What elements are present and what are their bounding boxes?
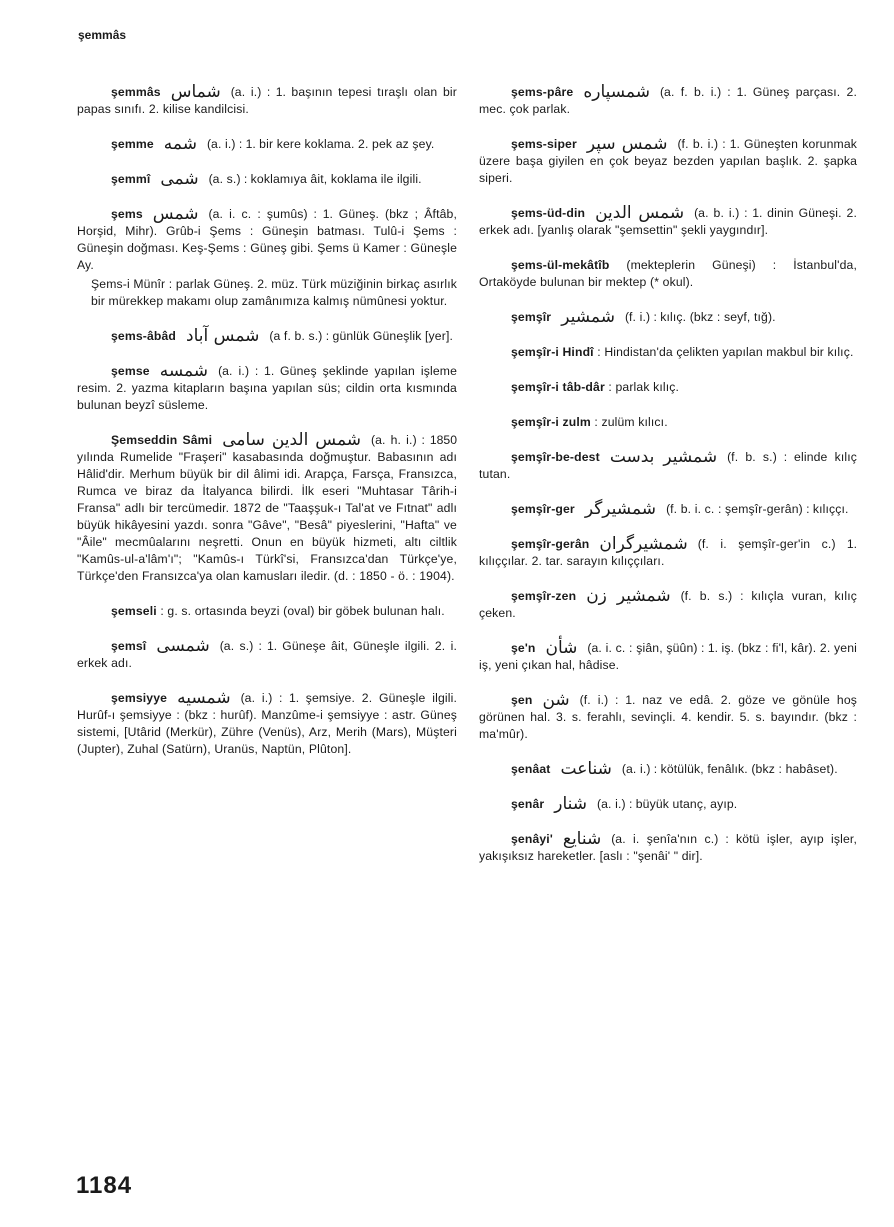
headword: şems-siper — [511, 137, 577, 151]
dictionary-entry — [479, 536, 857, 570]
definition: (f. b. s.) : kılıçla vuran, kılıç çeken. — [479, 589, 857, 620]
headword: şems-üd-din — [511, 206, 586, 220]
definition: (a. f. b. i.) : 1. Güneş parçası. 2. mec. çok parlak. — [479, 85, 857, 116]
arabic-script: شناعت — [560, 759, 612, 779]
definition: (a. i.) : 1. şemsiye. 2. Güneşle ilgili. Hurûf-ı şemsiyye : (bkz : hurûf). Manzûme-i şemsiyye : astr. Güneş sistemi, [Utârid (Merkür), Zühre (Venüs), Arz, Merih (Mars), Müşteri (Jupter), Zuhal (Satürn), Uranüs, Naptün, Plûton]. — [77, 691, 457, 756]
definition: (a. i. c. : şumûs) : 1. Güneş. (bkz ; Âftâb, Horşid, Mihr). Grûb-i Şems : Güneşin batması. Tulû-i Şems : Güneşin doğması. Keş-Şems : Güneş gibi. Şems ü Kamer : Güneşle Ay. — [77, 207, 457, 272]
definition: (a. i.) : 1. Güneş şeklinde yapılan işleme resim. 2. yazma kitapların başına yapılan süs; cildin orta kısmında bulunan beyzî süsleme. — [77, 364, 457, 412]
headword: Şemseddin Sâmi — [111, 433, 213, 447]
headword: şenâat — [511, 762, 551, 776]
dictionary-entry — [479, 257, 857, 291]
arabic-script: شمس الدين — [595, 203, 685, 223]
definition: (a. i. c. : şiân, şüûn) : 1. iş. (bkz : fi'l, kâr). 2. yeni iş, yeni çıkan hal, hâdise. — [479, 641, 857, 672]
headword: şemse — [111, 364, 150, 378]
arabic-script: شمس — [152, 204, 199, 224]
definition: : parlak kılıç. — [608, 380, 680, 394]
dictionary-entry — [77, 638, 457, 672]
definition: : zulüm kılıcı. — [594, 415, 668, 429]
arabic-script: شمه — [163, 134, 197, 154]
page-number: 1184 — [76, 1172, 133, 1199]
dictionary-entry — [479, 588, 857, 622]
definition: (a. b. i.) : 1. dinin Güneşi. 2. erkek adı. [yanlış olarak "şemsettin" şekli yaygındır]. — [479, 206, 857, 237]
dictionary-entry — [479, 136, 857, 187]
definition: (f. b. i. c. : şemşîr-gerân) : kılıççı. — [666, 502, 849, 516]
arabic-script: شمشيرگر — [584, 499, 657, 519]
definition: (a. i.) : 1. başının tepesi tıraşlı olan bir papas sınıfı. 2. kilise kandilcisi. — [77, 85, 457, 116]
right-column — [479, 84, 857, 883]
definition: (f. i. şemşîr-ger'in c.) 1. kılıççılar. 2. tar. sarayın kılıççıları. — [479, 537, 857, 568]
definition: (a. s.) : 1. Güneşe âit, Güneşle ilgili. 2. i. erkek adı. — [77, 639, 457, 670]
headword: şemsî — [111, 639, 147, 653]
dictionary-entry — [479, 205, 857, 239]
dictionary-entry — [77, 328, 457, 345]
arabic-script: شمسپاره — [583, 82, 650, 102]
definition: (mekteplerin Güneşi) : İstanbul'da, Ortaköyde bulunan bir mektep (* okul). — [479, 258, 857, 289]
dictionary-entry — [77, 206, 457, 310]
arabic-script: شنايع — [562, 829, 602, 849]
arabic-script: شمشير زن — [586, 586, 671, 606]
dictionary-entry — [479, 449, 857, 483]
arabic-script: شمسى — [156, 636, 210, 656]
headword: şems-pâre — [511, 85, 574, 99]
definition: (a. i.) : kötülük, fenâlık. (bkz : habâset). — [621, 762, 838, 776]
arabic-script: شمشير بدست — [609, 447, 718, 467]
headword: şems-ül-mekâtîb — [511, 258, 610, 272]
arabic-script: شنار — [554, 794, 588, 814]
definition: (a. s.) : koklamıya âit, koklama ile ilgili. — [208, 172, 422, 186]
dictionary-entry — [77, 690, 457, 758]
dictionary-entry — [77, 84, 457, 118]
dictionary-entry — [77, 603, 457, 620]
definition: (a. h. i.) : 1850 yılında Rumelide "Fraşeri" kasabasında doğmuştur. Babasının adı Hâlid'dir. Merhum büyük bir dil âlimi idi. Arapça, Farsça, Fransızca, Rumca ve biraz da İtalyanca bilirdi. İlk eseri "Muhtasar Târih-i Fransa" adlı bir tercümedir. 1872 de "Taaşşuk-ı Tal'at ve Fıtnat" adlı büyük hikâyesini yazdı. sonra "Gâve", "Besâ" piyeslerini, "Hafta" ve "Âile" mecmûalarını neşretti. Onun en büyük hizmeti, altı ciltlik "Kamûs-ul-a'lâm'ı"; "Kamûs-ı Türkî'si, Fransızca'dan Türkçe'ye, Türkçe'den Fransızca'ya olan kamusları iledir. (d. : 1850 - ö. : 1904). — [77, 433, 457, 583]
definition: : Hindistan'da çelikten yapılan makbul bir kılıç. — [597, 345, 854, 359]
headword: şemme — [111, 137, 154, 151]
arabic-script: شمسيه — [177, 688, 231, 708]
dictionary-entry — [479, 692, 857, 743]
dictionary-entry — [479, 414, 857, 431]
headword: şenâr — [511, 797, 545, 811]
dictionary-entry — [77, 363, 457, 414]
headword: şemsiyye — [111, 691, 168, 705]
headword: şenâyi' — [511, 832, 553, 846]
headword: şems — [111, 207, 143, 221]
dictionary-entry — [77, 432, 457, 585]
dictionary-entry — [479, 761, 857, 778]
definition: (f. b. s.) : elinde kılıç tutan. — [479, 450, 857, 481]
dictionary-entry — [479, 309, 857, 326]
arabic-script: شمشيرگران — [599, 534, 688, 554]
arabic-script: شمی — [160, 169, 199, 189]
headword: şemmî — [111, 172, 151, 186]
definition: (a. i.) : büyük utanç, ayıp. — [597, 797, 738, 811]
headword: şemşîr-zen — [511, 589, 577, 603]
dictionary-entry — [479, 501, 857, 518]
definition: (f. i.) : 1. naz ve edâ. 2. göze ve gönüle hoş görünen hal. 3. s. ferahlı, sevinçli. 4. kendir. 5. s. bayındır. (bkz : ma'mûr). — [479, 693, 857, 741]
dictionary-entry — [479, 379, 857, 396]
headword: şe'n — [511, 641, 536, 655]
definition: (f. b. i.) : 1. Güneşten korunmak üzere başa giyilen en çok beyaz bezden yapılan başlık. 2. şapka siperi. — [479, 137, 858, 185]
definition: : g. s. ortasında beyzi (oval) bir göbek bulunan halı. — [160, 604, 445, 618]
dictionary-entry — [77, 171, 457, 188]
running-head: şemmâs — [78, 28, 127, 42]
sub-definition: Şems-i Münîr : parlak Güneş. 2. müz. Türk müziğinin birkaç asırlık bir mürekkep makamı olup zamânımıza kalmış nümûnesi yoktur. — [91, 277, 457, 308]
arabic-script: شمسه — [159, 361, 209, 381]
arabic-script: شأن — [545, 638, 578, 658]
headword: şemmâs — [111, 85, 161, 99]
arabic-script: شماس — [170, 82, 221, 102]
headword: şemşîr-i Hindî — [511, 345, 594, 359]
definition: (a. i.) : 1. bir kere koklama. 2. pek az şey. — [206, 137, 435, 151]
dictionary-entry — [479, 796, 857, 813]
definition: (a f. b. s.) : günlük Güneşlik [yer]. — [269, 329, 454, 343]
dictionary-entry — [479, 831, 857, 865]
definition: (f. i.) : kılıç. (bkz : seyf, tığ). — [624, 310, 776, 324]
arabic-script: شن — [542, 690, 570, 710]
headword: şems-âbâd — [111, 329, 177, 343]
definition: (a. i. şenîa'nın c.) : kötü işler, ayıp işler, yakışıksız hareketler. [aslı : "şenâi' " dir]. — [479, 832, 857, 863]
arabic-script: شمس سپر — [586, 134, 668, 154]
dictionary-entry — [77, 136, 457, 153]
headword: şemşîr — [511, 310, 552, 324]
dictionary-entry — [479, 84, 857, 118]
headword: şemşîr-be-dest — [511, 450, 600, 464]
arabic-script: شمس الدين سامى — [222, 430, 362, 450]
left-column — [77, 84, 457, 776]
dictionary-entry — [479, 640, 857, 674]
headword: şemşîr-i tâb-dâr — [511, 380, 605, 394]
headword: şemşîr-gerân — [511, 537, 590, 551]
headword: şemşîr-ger — [511, 502, 575, 516]
arabic-script: شمشير — [561, 307, 615, 327]
headword: şen — [511, 693, 533, 707]
arabic-script: شمس آباد — [186, 326, 260, 346]
headword: şemşîr-i zulm — [511, 415, 591, 429]
headword: şemseli — [111, 604, 157, 618]
dictionary-entry — [479, 344, 857, 361]
